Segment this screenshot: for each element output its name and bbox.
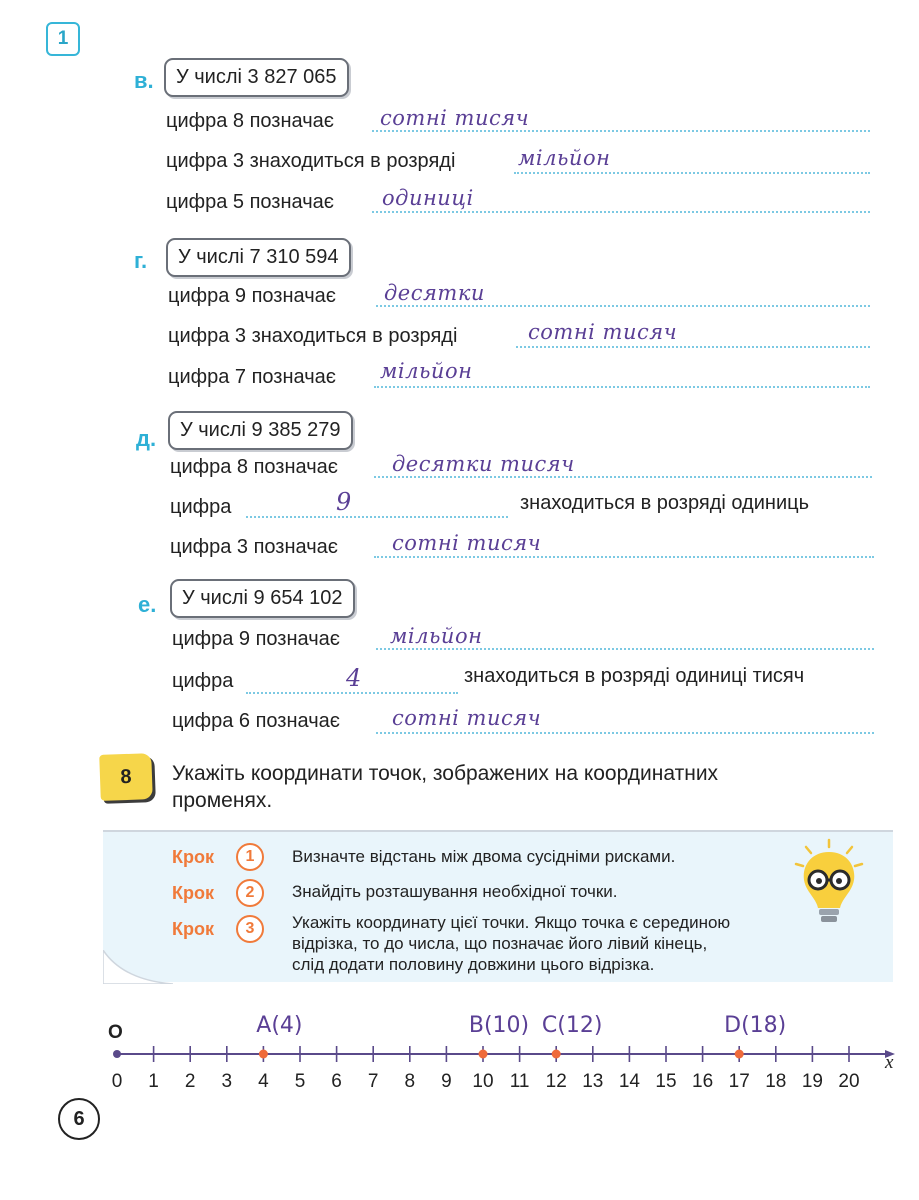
number-line [100, 1005, 900, 1095]
page-curl-decoration [103, 950, 173, 984]
answer-line [374, 556, 874, 558]
number-box: У числі 7 310 594 [166, 238, 351, 277]
page-tag: 1 [46, 22, 80, 56]
line-prefix: цифра 8 позначає [170, 456, 338, 478]
tick-label: 9 [441, 1071, 452, 1092]
tick-label: 3 [221, 1071, 233, 1092]
line-prefix: цифра 7 позначає [168, 366, 336, 388]
point-marker [735, 1050, 744, 1059]
number-box: У числі 9 385 279 [168, 411, 353, 450]
step-text [292, 912, 730, 975]
step-label: Крок [172, 883, 214, 903]
step-text-line: слід додати половину довжини цього відрізка. [292, 955, 655, 974]
line-prefix: цифра 5 позначає [166, 191, 334, 213]
handwritten-answer: сотні тисяч [380, 106, 530, 130]
step-text: Визначте відстань між двома сусідніми рисками. [292, 847, 676, 866]
tick-label: 2 [184, 1071, 196, 1092]
tick-label: 16 [692, 1071, 714, 1092]
origin-point [113, 1050, 121, 1058]
tick-label: 4 [258, 1071, 269, 1092]
tick-label: 18 [765, 1071, 787, 1092]
line-suffix: знаходиться в розряді одиниць [520, 492, 809, 514]
tick-label: 15 [655, 1071, 677, 1092]
section-letter: е. [138, 592, 157, 617]
handwritten-answer: сотні тисяч [392, 706, 542, 730]
tick-label: 12 [545, 1071, 567, 1092]
tick-label: 8 [404, 1071, 416, 1092]
point-label: C(12) [541, 1013, 603, 1038]
step-label: Крок [172, 847, 214, 867]
tick-label: 17 [728, 1071, 750, 1092]
tick-label: 13 [582, 1071, 604, 1092]
handwritten-answer: 4 [346, 664, 362, 692]
answer-line [372, 130, 870, 132]
point-label: A(4) [256, 1013, 303, 1038]
step-number-circle: 1 [236, 843, 264, 871]
line-prefix: цифра 3 позначає [170, 536, 338, 558]
lightbulb-icon [792, 838, 866, 930]
tick-label: 19 [801, 1071, 823, 1092]
point-marker [479, 1050, 488, 1059]
answer-line [376, 732, 874, 734]
step-text-line: Укажіть координату цієї точки. Якщо точка є серединою [292, 913, 731, 932]
axis-label: x [885, 1052, 894, 1073]
line-prefix: цифра 6 позначає [172, 710, 340, 732]
answer-line [374, 476, 872, 478]
handwritten-answer: сотні тисяч [528, 320, 678, 344]
tick-label: 5 [294, 1071, 306, 1092]
answer-line [246, 516, 508, 518]
answer-line [516, 346, 870, 348]
tick-label: 7 [367, 1071, 379, 1092]
point-label: D(18) [724, 1013, 787, 1038]
tick-label: 0 [111, 1071, 123, 1092]
section-letter: г. [134, 248, 148, 273]
origin-label: O [108, 1022, 123, 1043]
answer-line [372, 211, 870, 213]
line-prefix: цифра 8 позначає [166, 110, 334, 132]
line-prefix: цифра 3 знаходиться в розряді [168, 325, 458, 347]
tick-label: 1 [148, 1071, 159, 1092]
answer-line [376, 305, 870, 307]
handwritten-answer: десятки тисяч [392, 452, 575, 476]
point-marker [552, 1050, 561, 1059]
tick-label: 11 [509, 1071, 530, 1092]
handwritten-answer: сотні тисяч [392, 531, 542, 555]
answer-line [376, 648, 874, 650]
page-number: 6 [58, 1098, 100, 1140]
task-instruction [172, 760, 718, 814]
task-instruction-line: Укажіть координати точок, зображених на координатних [172, 762, 719, 785]
step-text-line: відрізка, то до числа, що позначає його лівий кінець, [292, 934, 708, 953]
line-prefix: цифра 9 позначає [172, 628, 340, 650]
answer-line [246, 692, 458, 694]
point-label: B(10) [468, 1013, 530, 1038]
line-prefix: цифра [172, 670, 234, 692]
point-marker [259, 1050, 268, 1059]
line-prefix: цифра 3 знаходиться в розряді [166, 150, 456, 172]
handwritten-answer: десятки [384, 281, 485, 305]
answer-line [374, 386, 870, 388]
step-text: Знайдіть розташування необхідної точки. [292, 882, 618, 901]
handwritten-answer: 9 [336, 488, 352, 516]
handwritten-answer: мільйон [518, 146, 611, 170]
section-letter: в. [134, 68, 154, 93]
step-number-circle: 3 [236, 915, 264, 943]
tick-label: 14 [618, 1071, 640, 1092]
task-number-badge: 8 [99, 753, 153, 801]
section-letter: д. [136, 426, 157, 451]
task-instruction-line: променях. [172, 789, 273, 812]
tick-label: 10 [472, 1071, 494, 1092]
number-box: У числі 9 654 102 [170, 579, 355, 618]
step-label: Крок [172, 919, 214, 939]
handwritten-answer: одиниці [382, 186, 474, 210]
handwritten-answer: мільйон [380, 359, 473, 383]
line-prefix: цифра [170, 496, 232, 518]
line-suffix: знаходиться в розряді одиниці тисяч [464, 665, 805, 687]
number-box: У числі 3 827 065 [164, 58, 349, 97]
step-number-circle: 2 [236, 879, 264, 907]
line-prefix: цифра 9 позначає [168, 285, 336, 307]
tick-label: 20 [838, 1071, 860, 1092]
tick-label: 6 [331, 1071, 342, 1092]
answer-line [514, 172, 870, 174]
handwritten-answer: мільйон [390, 624, 483, 648]
